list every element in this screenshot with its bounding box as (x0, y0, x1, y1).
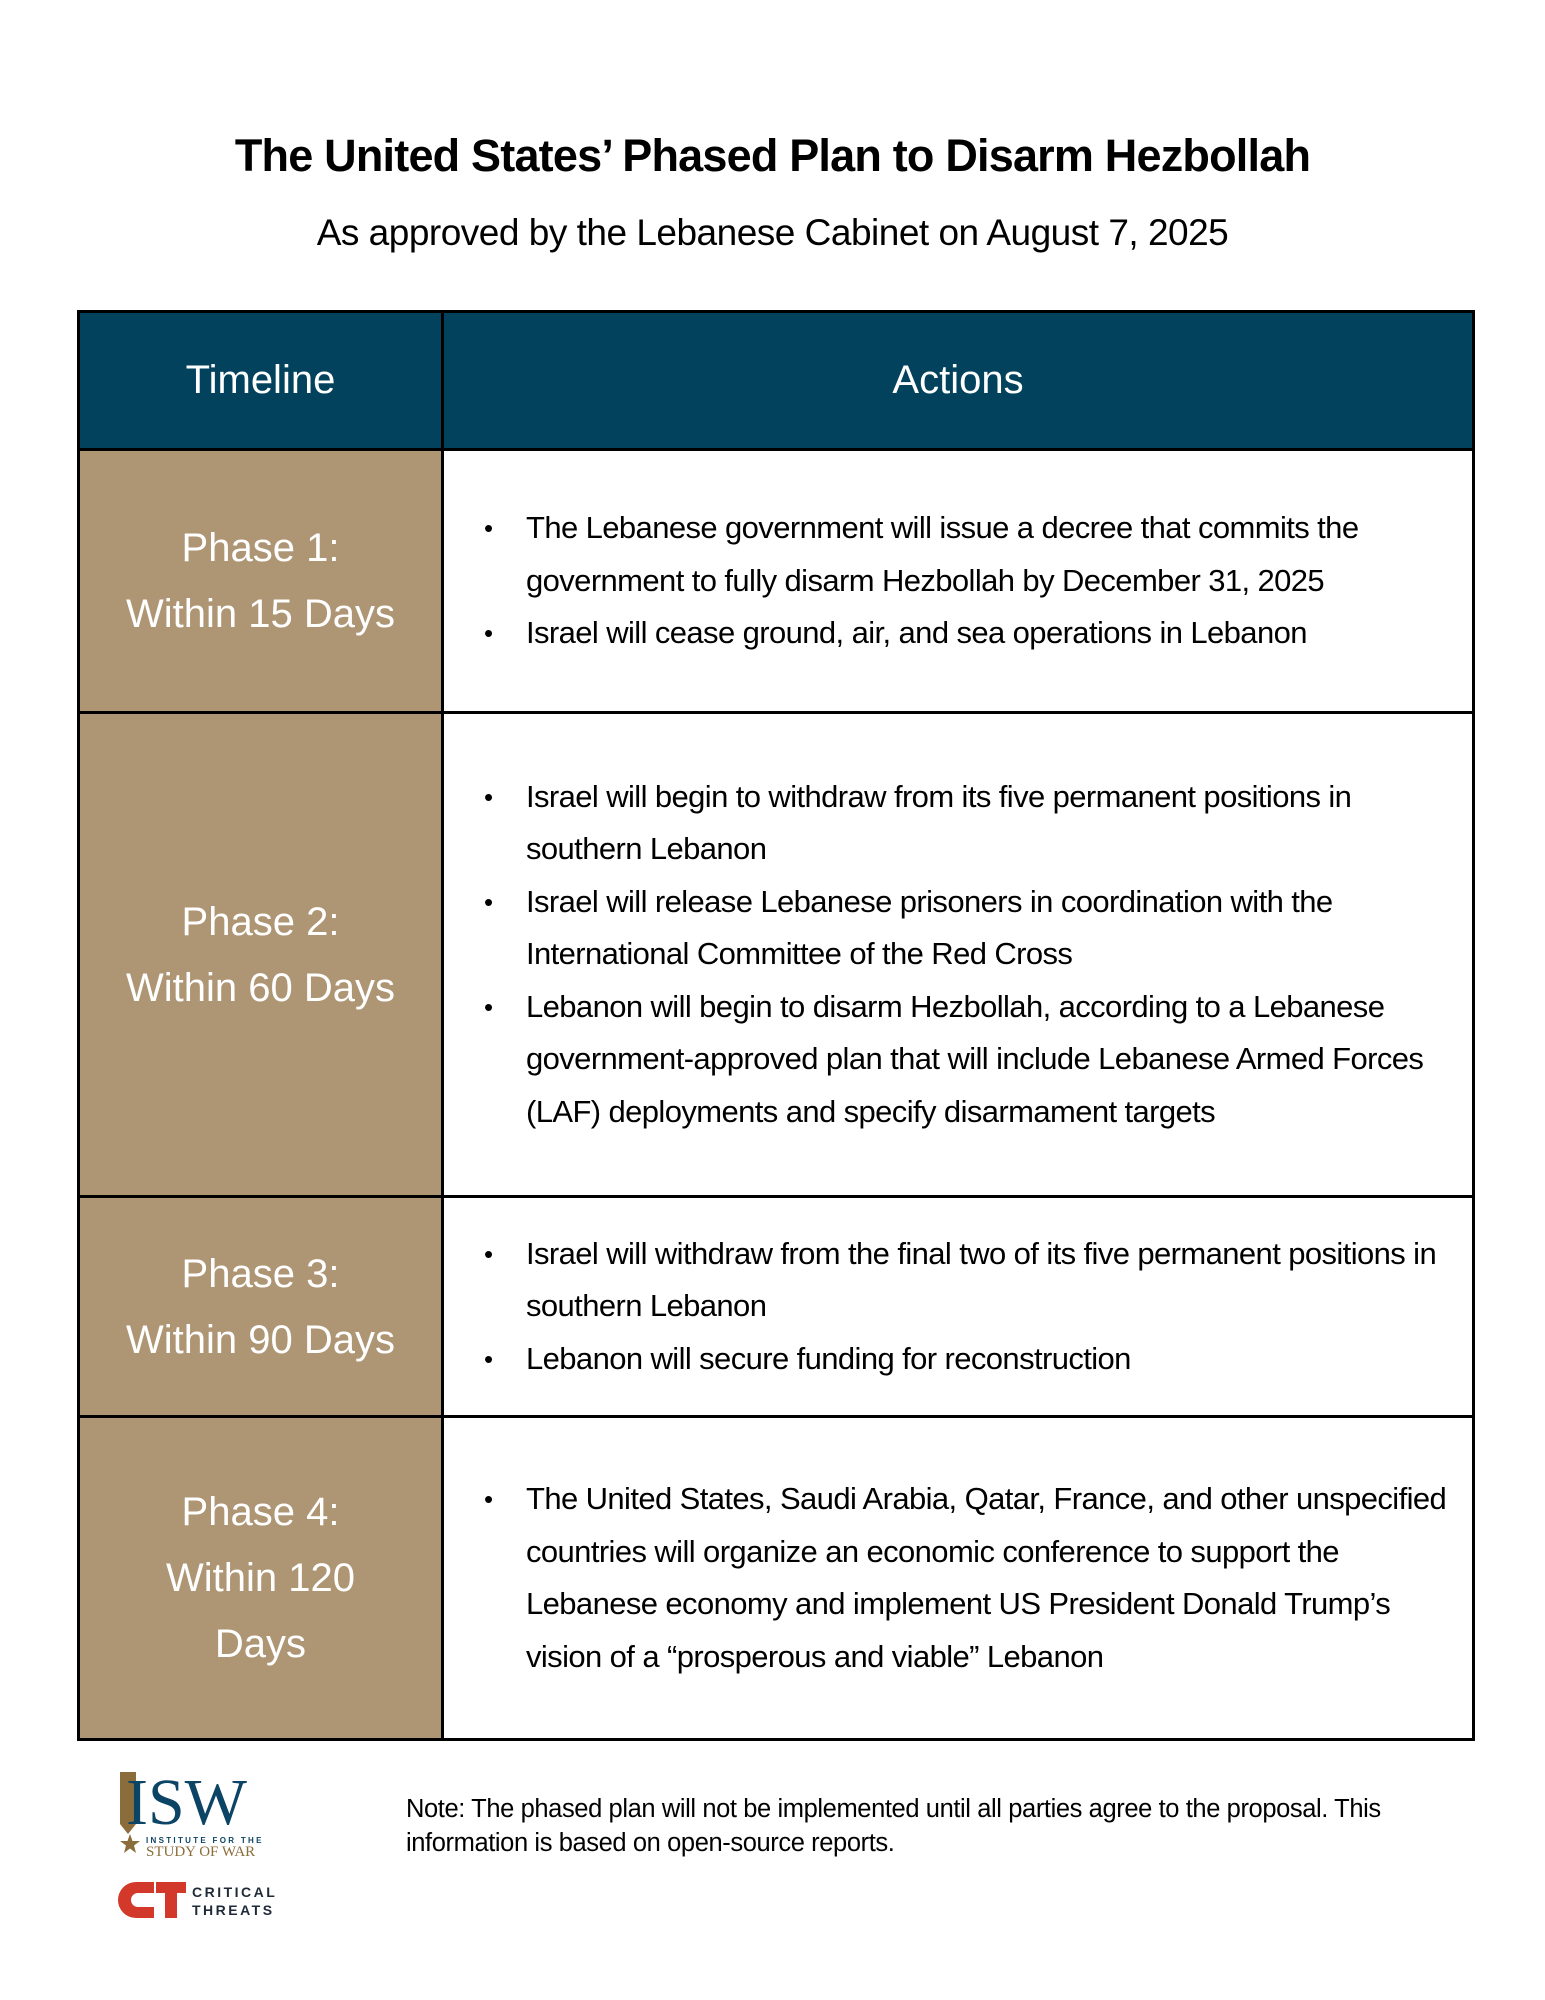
phase-cell (80, 1418, 444, 1738)
critical-threats-logo (114, 1880, 288, 1920)
phase-window: Within 15 Days (126, 592, 395, 636)
phase-window: Within 60 Days (126, 965, 395, 1010)
phase-cell (80, 451, 444, 711)
page-title: The United States’ Phased Plan to Disarm Hezbollah (234, 130, 1311, 181)
action-item: • Israel will cease ground, air, and sea operations in Lebanon (484, 607, 1452, 660)
action-item: • Israel will withdraw from the final two of its five permanent positions in southern Lebanon (484, 1228, 1452, 1333)
bullet-icon: • (484, 618, 493, 649)
phase-table (77, 310, 1475, 1741)
table-row (80, 448, 1472, 711)
ct-logo-c (118, 1882, 154, 1918)
isw-logo-line1: INSTITUTE FOR THE (146, 1836, 264, 1845)
bullet-icon: • (484, 513, 493, 544)
phase-window: Within 90 Days (126, 1317, 395, 1362)
actions-cell (444, 714, 1472, 1195)
actions-cell (444, 1418, 1472, 1738)
phase-window: Within 120 Days (166, 1556, 355, 1666)
table-row (80, 1415, 1472, 1738)
ct-logo-t-stem (165, 1882, 177, 1918)
phase-cell (80, 1198, 444, 1415)
actions-cell (444, 1198, 1472, 1415)
action-list (484, 502, 1452, 660)
isw-logo-line2: STUDY OF WAR (146, 1844, 256, 1858)
isw-logo (118, 1770, 288, 1858)
action-list (484, 1228, 1452, 1386)
bullet-icon: • (484, 1484, 493, 1514)
ct-logo-line2: THREATS (192, 1902, 275, 1918)
phase-label: Phase 3: (181, 1251, 340, 1296)
action-item: • Lebanon will begin to disarm Hezbollah, according to a Lebanese government-approved plan that will include Lebanese Armed Forces (LAF) deployments and specify disarmament targets (484, 981, 1452, 1139)
phase-label: Phase 4: (181, 1490, 340, 1534)
actions-cell (444, 451, 1472, 711)
phase-label: Phase 1: (181, 526, 340, 570)
table-row (80, 711, 1472, 1195)
bullet-icon: • (484, 1238, 493, 1269)
bullet-icon: • (484, 1343, 493, 1374)
footnote: Note: The phased plan will not be implemented until all parties agree to the proposal. This information is based on open-source reports. (406, 1795, 1381, 1857)
header-actions: Actions (444, 313, 1472, 448)
action-list (484, 1473, 1452, 1683)
bullet-icon: • (484, 991, 493, 1022)
bullet-icon: • (484, 886, 493, 917)
phase-cell (80, 714, 444, 1195)
action-item: • Israel will begin to withdraw from its five permanent positions in southern Lebanon (484, 771, 1452, 876)
header-timeline: Timeline (80, 313, 444, 448)
action-item: • The Lebanese government will issue a decree that commits the government to fully disarm Hezbollah by December 31, 2025 (484, 502, 1452, 607)
bullet-icon: • (484, 781, 493, 812)
phase-label: Phase 2: (181, 899, 340, 944)
page-subtitle: As approved by the Lebanese Cabinet on August 7, 2025 (316, 212, 1229, 253)
table-header-row (80, 313, 1472, 448)
action-item: • Israel will release Lebanese prisoners in coordination with the International Committee of the Red Cross (484, 876, 1452, 981)
action-item: • The United States, Saudi Arabia, Qatar, France, and other unspecified countries will organize an economic conference to support the Lebanese economy and implement US President Donald Trump’s vision of a “prosperous and viable” Lebanon (484, 1473, 1452, 1683)
action-item: • Lebanon will secure funding for reconstruction (484, 1333, 1452, 1386)
table-row (80, 1195, 1472, 1415)
ct-logo-line1: CRITICAL (192, 1884, 278, 1900)
action-list (484, 771, 1452, 1139)
isw-logo-mark: ISW (126, 1770, 247, 1839)
